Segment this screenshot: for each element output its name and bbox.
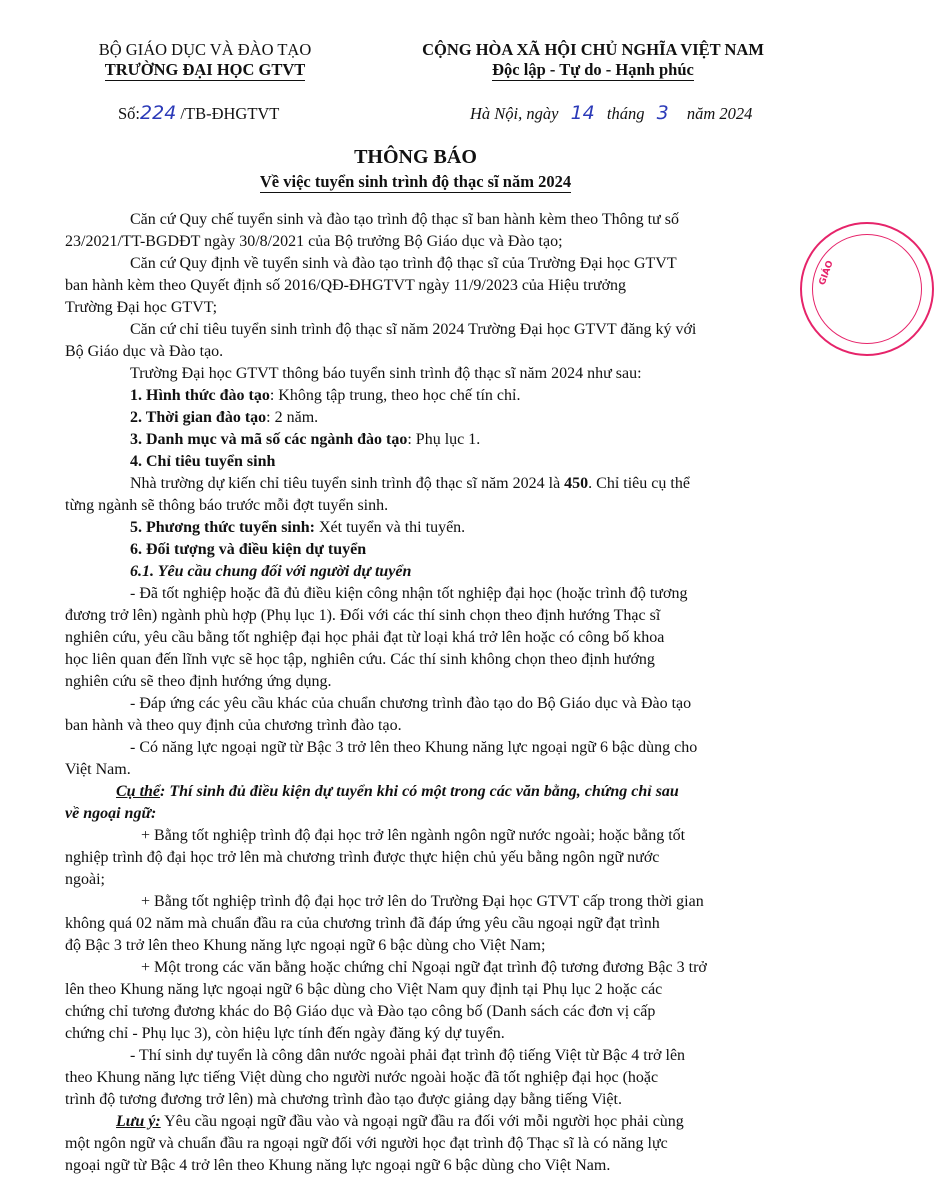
section-4-text: từng ngành sẽ thông báo trước mỗi đợt tuyển sinh.	[65, 497, 389, 514]
requirement-line: ban hành và theo quy định của chương trình đào tạo.	[65, 717, 402, 734]
note-text: một ngôn ngữ và chuẩn đầu ra ngoại ngữ đối với người học đạt trình độ Thạc sĩ là có năng lực	[65, 1135, 668, 1152]
foreigner-line: trình độ tương đương trở lên) mà chương trình đào tạo được giảng dạy bằng tiếng Việt.	[65, 1091, 622, 1108]
document-subtitle	[0, 172, 831, 193]
specific-heading	[116, 781, 777, 803]
requirement-line: đương trở lên) ngành phù hợp (Phụ lục 1). Đối với các thí sinh chọn theo định hướng Thạc sĩ	[65, 607, 661, 624]
note-line	[116, 1111, 777, 1133]
official-stamp	[800, 222, 934, 356]
national-header	[418, 40, 768, 81]
requirement-line: - Đáp ứng các yêu cầu khác của chuẩn chương trình đào tạo do Bộ Giáo dục và Đào tạo	[130, 695, 692, 712]
basis-line: 23/2021/TT-BGDĐT ngày 30/8/2021 của Bộ trưởng Bộ Giáo dục và Đào tạo;	[65, 233, 563, 250]
certificate-line: + Bằng tốt nghiệp trình độ đại học trở lên ngành ngôn ngữ nước ngoài; hoặc bằng tốt	[141, 827, 686, 844]
foreigner-line: - Thí sinh dự tuyển là công dân nước ngoài phải đạt trình độ tiếng Việt từ Bậc 4 trở lên	[130, 1047, 686, 1064]
certificate-line: chứng chỉ tương đương khác do Bộ Giáo dục và Đào tạo công bố (Danh sách các đơn vị cấp	[65, 1003, 656, 1020]
section-6-1-title: 6.1. Yêu cầu chung đối với người dự tuyển	[130, 563, 412, 580]
section-6-title: 6. Đối tượng và điều kiện dự tuyển	[130, 541, 367, 558]
note-text: Yêu cầu ngoại ngữ đầu vào và ngoại ngữ đầu ra đối với mỗi người học phải cùng	[160, 1113, 684, 1130]
section-5-text: Xét tuyển và thi tuyển.	[314, 519, 466, 536]
number-label: Số:	[118, 104, 141, 123]
section-3	[117, 429, 777, 451]
note-text: ngoại ngữ từ Bậc 4 trở lên theo Khung năng lực ngoại ngữ 6 bậc dùng cho Việt Nam.	[65, 1157, 611, 1174]
basis-line: Căn cứ chỉ tiêu tuyển sinh trình độ thạc sĩ năm 2024 Trường Đại học GTVT đăng ký với	[130, 321, 697, 338]
document-body	[65, 209, 777, 1177]
year-label: năm 2024	[686, 104, 753, 123]
specific-text: : Thí sinh đủ điều kiện dự tuyển khi có một trong các văn bằng, chứng chỉ sau	[160, 783, 679, 800]
basis-line: ban hành kèm theo Quyết định số 2016/QĐ-ĐHGTVT ngày 11/9/2023 của Hiệu trưởng	[65, 277, 627, 294]
certificate-line: độ Bậc 3 trở lên theo Khung năng lực ngoại ngữ 6 bậc dùng cho Việt Nam;	[65, 937, 546, 954]
official-stamp-text: GIÁO	[817, 259, 836, 287]
section-2-title: 2. Thời gian đào tạo	[130, 409, 267, 426]
university-name	[86, 60, 324, 81]
section-4-text	[117, 473, 777, 495]
certificate-line: + Một trong các văn bằng hoặc chứng chỉ Ngoại ngữ đạt trình độ tương đương Bậc 3 trở	[141, 959, 707, 976]
place-date-prefix: Hà Nội, ngày	[470, 104, 559, 123]
quota-text: Nhà trường dự kiến chỉ tiêu tuyển sinh trình độ thạc sĩ năm 2024 là	[130, 475, 565, 492]
requirement-line: - Có năng lực ngoại ngữ từ Bậc 3 trở lên theo Khung năng lực ngoại ngữ 6 bậc dùng cho	[130, 739, 698, 756]
intro-line: Trường Đại học GTVT thông báo tuyển sinh trình độ thạc sĩ năm 2024 như sau:	[130, 365, 642, 382]
requirement-line: Việt Nam.	[65, 761, 131, 778]
section-2	[117, 407, 777, 429]
requirement-line: nghiên cứu sẽ theo định hướng ứng dụng.	[65, 673, 332, 690]
foreigner-line: theo Khung năng lực tiếng Việt dùng cho người nước ngoài hoặc đã tốt nghiệp đại học (hoặc	[65, 1069, 659, 1086]
section-4-title: 4. Chỉ tiêu tuyển sinh	[130, 453, 276, 470]
place-date	[470, 102, 752, 124]
certificate-line: chứng chỉ - Phụ lục 3), còn hiệu lực tính đến ngày đăng ký dự tuyển.	[65, 1025, 505, 1042]
official-stamp-ring	[812, 234, 922, 344]
requirement-line: học liên quan đến lĩnh vực sẽ học tập, nghiên cứu. Các thí sinh không chọn theo định hướng	[65, 651, 655, 668]
month-handwritten: 3	[656, 102, 669, 124]
section-1	[117, 385, 777, 407]
quota-value: 450	[564, 475, 589, 492]
document-subtitle-text: Về việc tuyển sinh trình độ thạc sĩ năm 2024	[259, 172, 572, 191]
section-1-text: : Không tập trung, theo học chế tín chỉ.	[269, 387, 521, 404]
specific-text: về ngoại ngữ:	[65, 805, 157, 822]
number-value-handwritten: 224	[140, 102, 177, 124]
country-name: CỘNG HÒA XÃ HỘI CHỦ NGHĨA VIỆT NAM	[422, 40, 764, 59]
ministry-name: BỘ GIÁO DỤC VÀ ĐÀO TẠO	[98, 40, 312, 59]
basis-line: Căn cứ Quy chế tuyển sinh và đào tạo trình độ thạc sĩ ban hành kèm theo Thông tư số	[130, 211, 679, 228]
basis-line: Bộ Giáo dục và Đào tạo.	[65, 343, 224, 360]
national-motto-text: Độc lập - Tự do - Hạnh phúc	[492, 60, 694, 79]
section-3-text: : Phụ lục 1.	[407, 431, 481, 448]
section-2-text: : 2 năm.	[266, 409, 319, 426]
ministry-header	[86, 40, 324, 81]
section-5	[117, 517, 777, 539]
requirement-line: - Đã tốt nghiệp hoặc đã đủ điều kiện công nhận tốt nghiệp đại học (hoặc trình độ tương	[130, 585, 688, 602]
certificate-line: không quá 02 năm mà chuẩn đầu ra của chương trình đã đáp ứng yêu cầu ngoại ngữ đạt trình	[65, 915, 660, 932]
document-title: THÔNG BÁO	[354, 146, 477, 168]
certificate-line: lên theo Khung năng lực ngoại ngữ 6 bậc dùng cho Việt Nam quy định tại Phụ lục 2 hoặc các	[65, 981, 663, 998]
day-handwritten: 14	[570, 102, 595, 124]
note-label: Lưu ý:	[116, 1113, 161, 1130]
section-1-title: 1. Hình thức đào tạo	[130, 387, 270, 404]
certificate-line: ngoài;	[65, 871, 105, 888]
month-label: tháng	[606, 104, 645, 123]
basis-line: Trường Đại học GTVT;	[65, 299, 218, 316]
number-suffix: /TB-ĐHGTVT	[180, 104, 280, 123]
university-name-text: TRƯỜNG ĐẠI HỌC GTVT	[104, 60, 306, 79]
section-5-title: 5. Phương thức tuyển sinh:	[130, 519, 315, 536]
quota-text-end: . Chỉ tiêu cụ thể	[588, 475, 690, 492]
basis-line: Căn cứ Quy định về tuyển sinh và đào tạo trình độ thạc sĩ của Trường Đại học GTVT	[130, 255, 677, 272]
certificate-line: + Bằng tốt nghiệp trình độ đại học trở lên do Trường Đại học GTVT cấp trong thời gian	[141, 893, 704, 910]
section-3-title: 3. Danh mục và mã số các ngành đào tạo	[130, 431, 408, 448]
certificate-line: nghiệp trình độ đại học trở lên mà chương trình được thực hiện chủ yếu bằng ngôn ngữ nước	[65, 849, 660, 866]
requirement-line: nghiên cứu, yêu cầu bằng tốt nghiệp đại học phải đạt từ loại khá trở lên hoặc có công bố khoa	[65, 629, 665, 646]
national-motto	[418, 60, 768, 81]
specific-label: Cụ thể	[116, 783, 161, 800]
document-number	[118, 102, 279, 124]
